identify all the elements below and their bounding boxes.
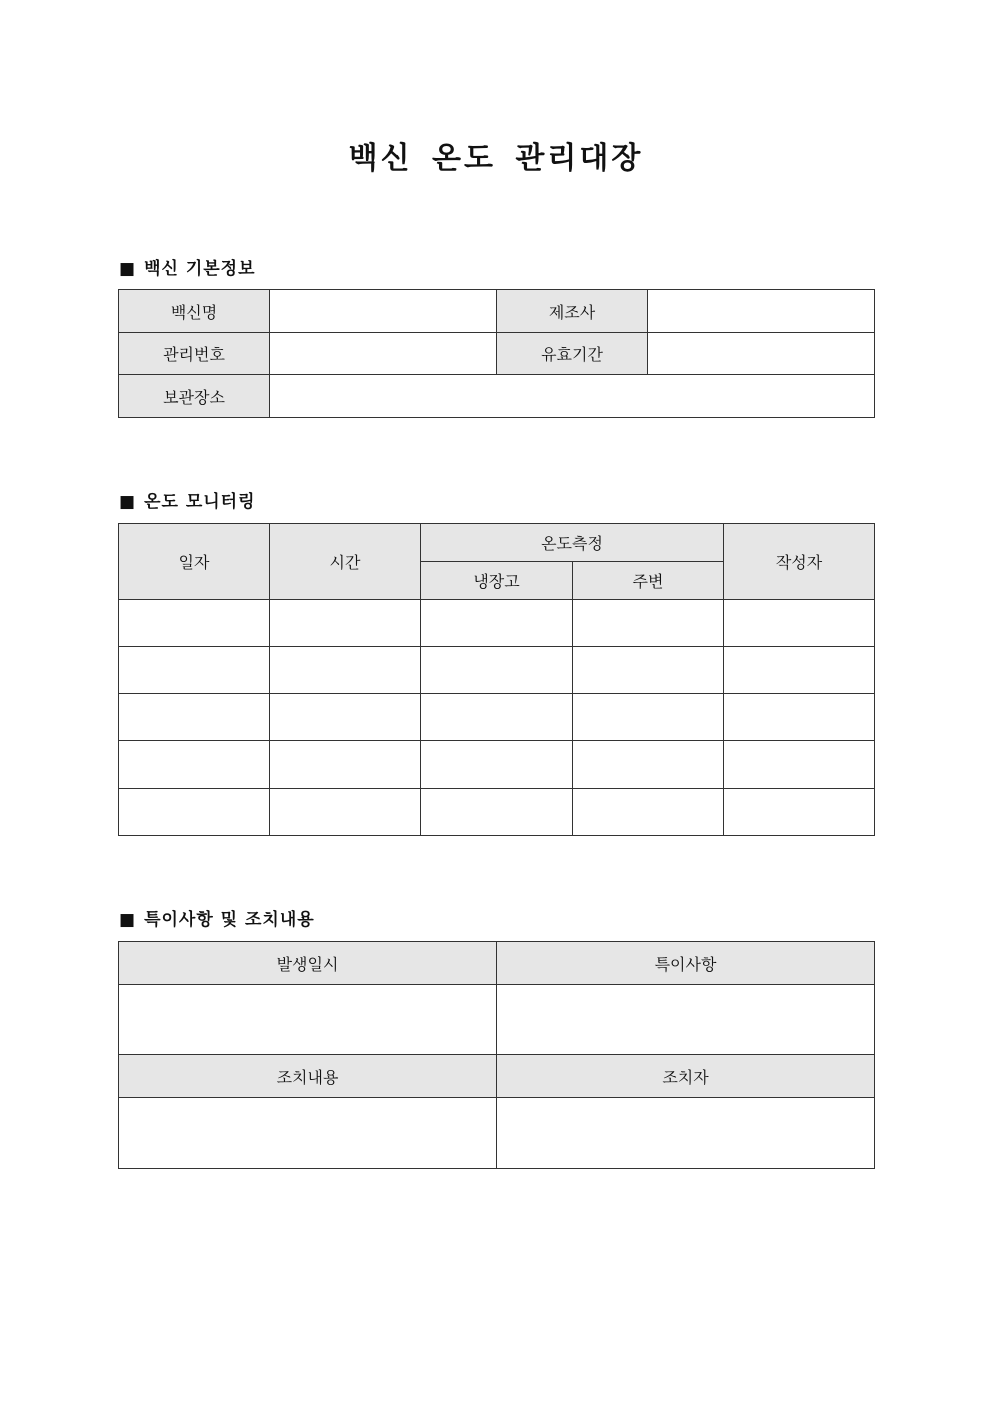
- date-cell[interactable]: [119, 600, 270, 647]
- ambient-header: 주변: [573, 562, 724, 600]
- square-bullet-icon: ■: [119, 910, 137, 930]
- date-cell[interactable]: [119, 789, 270, 836]
- section-heading-label: 백신 기본정보: [144, 259, 256, 279]
- expiry-period-field[interactable]: [648, 333, 875, 375]
- storage-location-field[interactable]: [270, 375, 875, 418]
- section-heading-basic-info: [119, 254, 256, 279]
- time-cell[interactable]: [270, 694, 421, 741]
- square-bullet-icon: ■: [119, 492, 137, 512]
- ambient-temp-cell[interactable]: [573, 647, 724, 694]
- management-number-field[interactable]: [270, 333, 497, 375]
- table-row: [119, 789, 875, 836]
- manufacturer-label: 제조사: [497, 290, 648, 333]
- page-title: 백신 온도 관리대장: [348, 141, 644, 176]
- table-row: [119, 647, 875, 694]
- time-cell[interactable]: [270, 647, 421, 694]
- time-header: 시간: [270, 524, 421, 600]
- fridge-header: 냉장고: [421, 562, 573, 600]
- notes-table: [118, 941, 875, 1169]
- fridge-temp-cell[interactable]: [421, 647, 573, 694]
- management-number-label: 관리번호: [119, 333, 270, 375]
- vaccine-name-field[interactable]: [270, 290, 497, 333]
- date-cell[interactable]: [119, 694, 270, 741]
- basic-info-table: [118, 289, 875, 418]
- action-by-header: 조치자: [497, 1055, 875, 1098]
- date-cell[interactable]: [119, 741, 270, 789]
- table-row: [119, 600, 875, 647]
- ambient-temp-cell[interactable]: [573, 789, 724, 836]
- ambient-temp-cell[interactable]: [573, 741, 724, 789]
- remarks-header: 특이사항: [497, 942, 875, 985]
- author-cell[interactable]: [724, 789, 875, 836]
- section-heading-notes: [119, 905, 315, 930]
- action-header: 조치내용: [119, 1055, 497, 1098]
- author-cell[interactable]: [724, 741, 875, 789]
- date-cell[interactable]: [119, 647, 270, 694]
- ambient-temp-cell[interactable]: [573, 694, 724, 741]
- time-cell[interactable]: [270, 789, 421, 836]
- time-cell[interactable]: [270, 600, 421, 647]
- date-header: 일자: [119, 524, 270, 600]
- occurred-at-header: 발생일시: [119, 942, 497, 985]
- action-by-field[interactable]: [497, 1098, 875, 1169]
- remarks-field[interactable]: [497, 985, 875, 1055]
- temperature-header: 온도측정: [421, 524, 724, 562]
- action-field[interactable]: [119, 1098, 497, 1169]
- fridge-temp-cell[interactable]: [421, 741, 573, 789]
- ambient-temp-cell[interactable]: [573, 600, 724, 647]
- temperature-monitoring-table: [118, 523, 875, 836]
- section-heading-label: 온도 모니터링: [144, 492, 256, 512]
- author-cell[interactable]: [724, 647, 875, 694]
- expiry-period-label: 유효기간: [497, 333, 648, 375]
- table-row: [119, 694, 875, 741]
- author-cell[interactable]: [724, 600, 875, 647]
- square-bullet-icon: ■: [119, 259, 137, 279]
- fridge-temp-cell[interactable]: [421, 600, 573, 647]
- occurred-at-field[interactable]: [119, 985, 497, 1055]
- fridge-temp-cell[interactable]: [421, 694, 573, 741]
- vaccine-name-label: 백신명: [119, 290, 270, 333]
- table-row: [119, 741, 875, 789]
- manufacturer-field[interactable]: [648, 290, 875, 333]
- section-heading-monitoring: [119, 487, 256, 512]
- author-header: 작성자: [724, 524, 875, 600]
- time-cell[interactable]: [270, 741, 421, 789]
- fridge-temp-cell[interactable]: [421, 789, 573, 836]
- author-cell[interactable]: [724, 694, 875, 741]
- section-heading-label: 특이사항 및 조치내용: [144, 910, 315, 930]
- storage-location-label: 보관장소: [119, 375, 270, 418]
